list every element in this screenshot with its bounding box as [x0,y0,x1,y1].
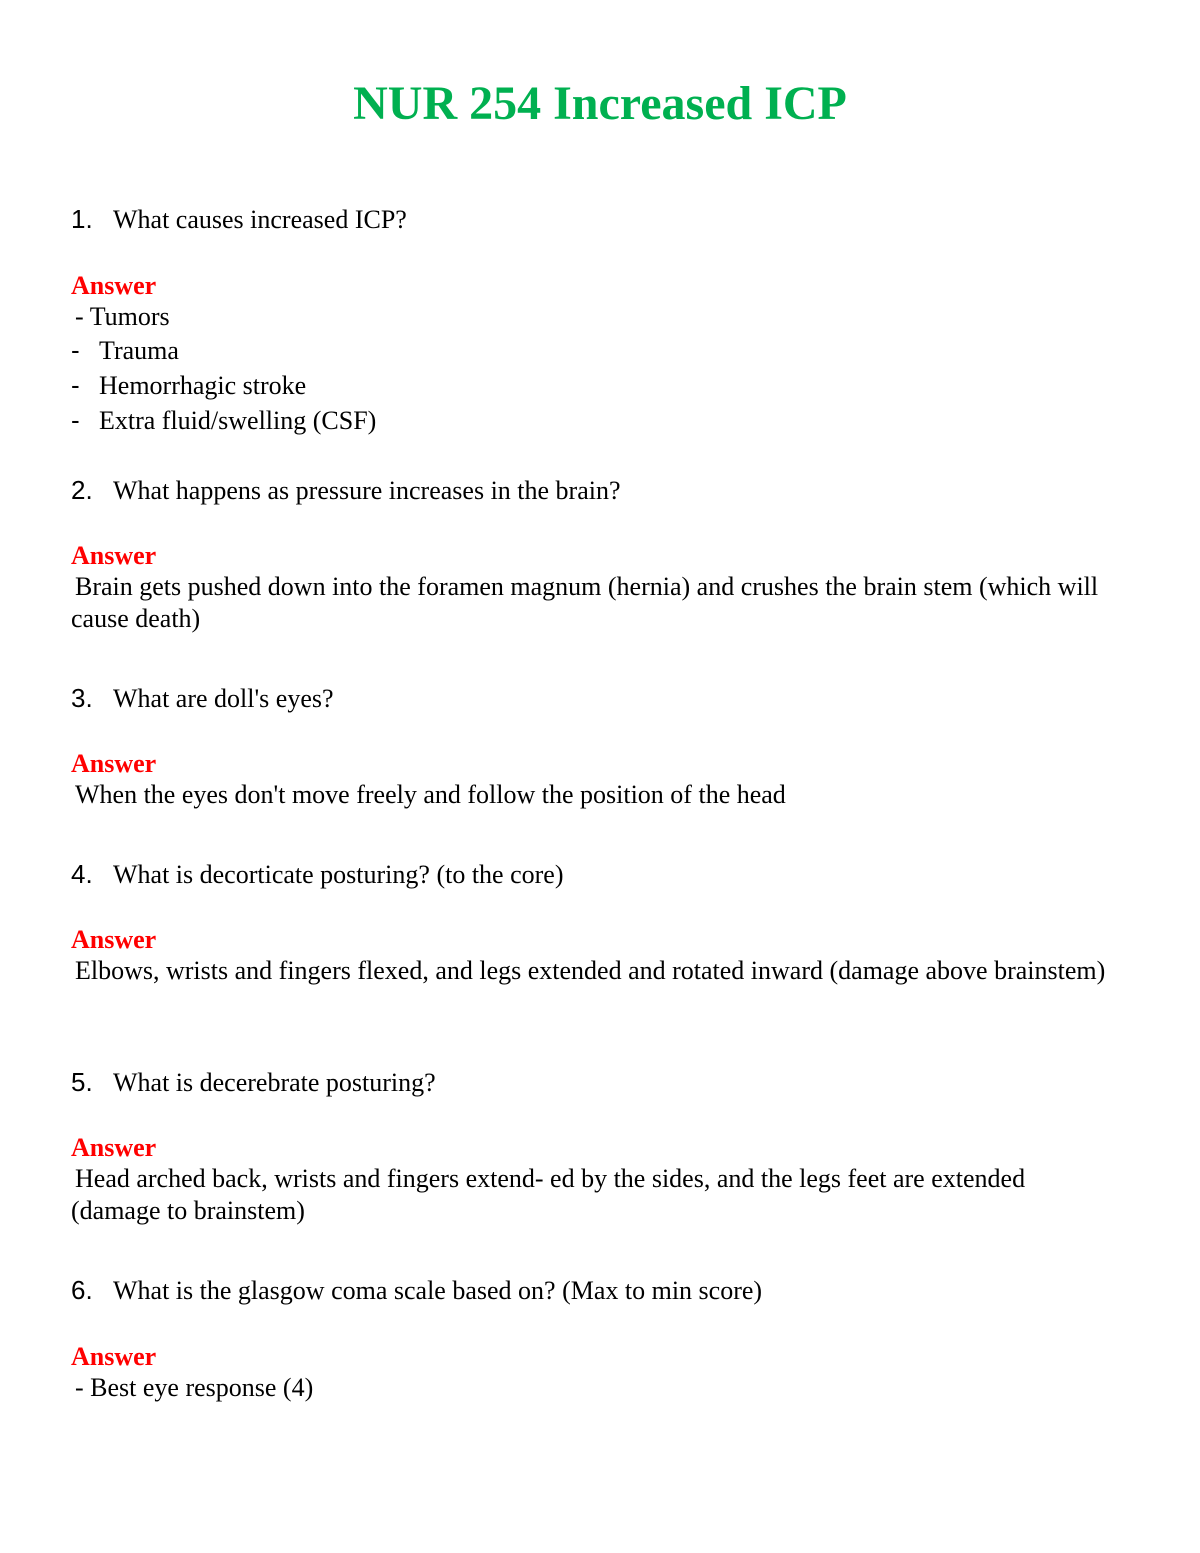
dash-marker: - [71,370,80,400]
question-number: 3. [71,683,93,713]
page-title: NUR 254 Increased ICP [353,77,847,130]
question-text: What happens as pressure increases in the brain? [113,476,621,505]
answer-text: When the eyes don't move freely and follow the position of the head [75,780,786,809]
question-block-2 [71,474,1121,635]
question-6 [71,1274,1121,1307]
answer-label: Answer [71,925,157,954]
answer-text-content: Head arched back, wrists and fingers extend- ed by the sides, and the legs feet are extended (damage to brainstem) [71,1164,1026,1225]
answer-bullet [71,403,1121,438]
question-block-1 [71,203,1121,438]
answer-bullet: - Best eye response (4) [75,1373,314,1402]
answer-bullet [71,368,1121,403]
question-block-4 [71,858,1121,987]
answer-label: Answer [71,1133,157,1162]
bullet-text: Extra fluid/swelling (CSF) [99,406,377,435]
question-text: What are doll's eyes? [113,684,334,713]
answer-bullet: - Tumors [75,302,170,331]
question-number: 4. [71,859,93,889]
answer-label: Answer [71,749,157,778]
question-1 [71,203,1121,236]
answer-label: Answer [71,541,157,570]
question-block-5 [71,1066,1121,1227]
answer-text-content: Elbows, wrists and fingers flexed, and legs extended and rotated inward (damage above brainstem) [75,956,1106,985]
question-3 [71,682,1121,715]
question-block-3 [71,682,1121,811]
question-2 [71,474,1121,507]
answer-text [71,1163,1121,1227]
bullet-text: Hemorrhagic stroke [99,371,307,400]
answer-text [71,571,1121,635]
dash-marker: - [71,405,80,435]
answer-bullet [71,333,1121,368]
answer-label: Answer [71,271,157,300]
question-text: What is the glasgow coma scale based on? (Max to min score) [113,1276,763,1305]
question-text: What is decorticate posturing? (to the core) [113,860,564,889]
answer-text [71,955,1121,987]
answer-label: Answer [71,1342,157,1371]
question-text: What causes increased ICP? [113,205,407,234]
dash-marker: - [71,335,80,365]
question-text: What is decerebrate posturing? [113,1068,436,1097]
question-number: 1. [71,204,93,234]
question-5 [71,1066,1121,1099]
question-block-6 [71,1274,1121,1404]
bullet-text: Trauma [99,336,179,365]
answer-text-content: Brain gets pushed down into the foramen magnum (hernia) and crushes the brain stem (which will cause death) [71,572,1099,633]
question-number: 6. [71,1275,93,1305]
question-4 [71,858,1121,891]
question-number: 5. [71,1067,93,1097]
question-number: 2. [71,475,93,505]
